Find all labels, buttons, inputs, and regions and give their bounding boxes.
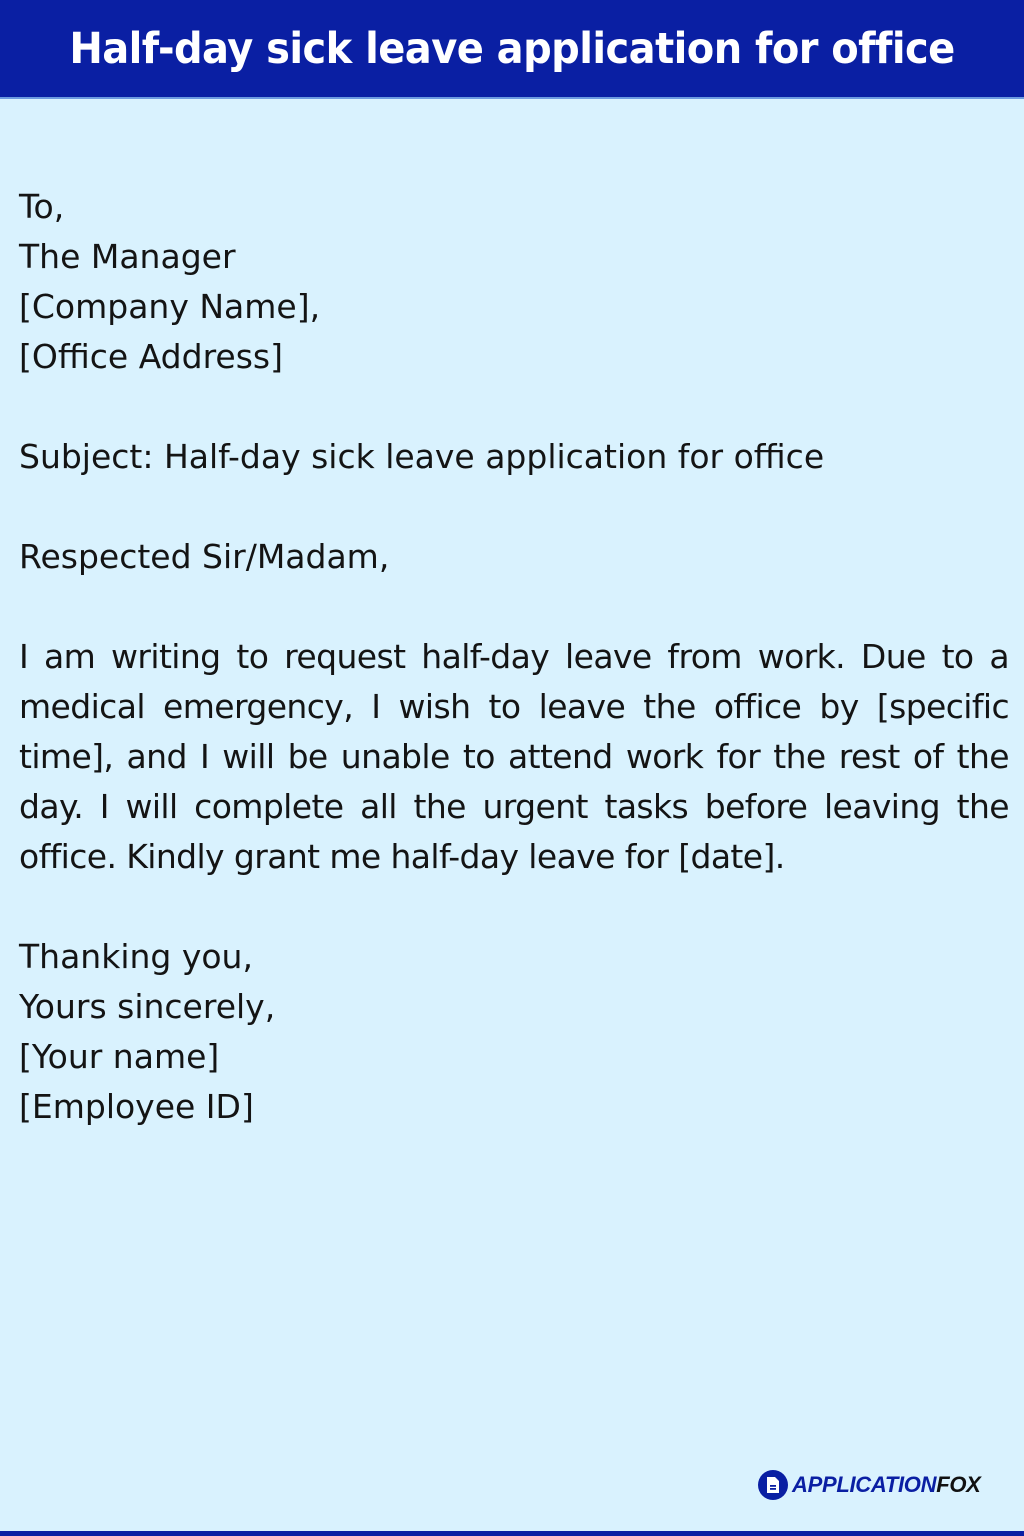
body-paragraph: I am writing to request half-day leave from work. Due to a medical emergency, I wish to leave the office by [specific time], and I will be unable to attend work for the rest of the day. I will complete all the urgent tasks before leaving the office. Kindly grant me half-day leave for [date]. bbox=[19, 637, 1009, 876]
logo-wordmark: APPLICATIONFOX bbox=[792, 1472, 981, 1497]
letter-content bbox=[19, 182, 1009, 1132]
footer-bar bbox=[0, 1531, 1024, 1536]
closing-block bbox=[19, 932, 1009, 1132]
address-line: [Office Address] bbox=[19, 337, 283, 376]
address-line: The Manager bbox=[19, 237, 236, 276]
applicationfox-logo bbox=[758, 1470, 981, 1500]
closing-line: Thanking you, bbox=[19, 937, 253, 976]
employee-id: [Employee ID] bbox=[19, 1087, 254, 1126]
subject-line: Subject: Half-day sick leave application for office bbox=[19, 437, 825, 476]
sender-name: [Your name] bbox=[19, 1037, 220, 1076]
address-line: [Company Name], bbox=[19, 287, 321, 326]
closing-line: Yours sincerely, bbox=[19, 987, 276, 1026]
title-banner bbox=[0, 0, 1024, 99]
salutation: Respected Sir/Madam, bbox=[19, 537, 390, 576]
recipient-address bbox=[19, 182, 1009, 382]
page-title: Half-day sick leave application for office bbox=[69, 23, 955, 74]
document-icon bbox=[758, 1470, 788, 1500]
address-line: To, bbox=[19, 187, 65, 226]
